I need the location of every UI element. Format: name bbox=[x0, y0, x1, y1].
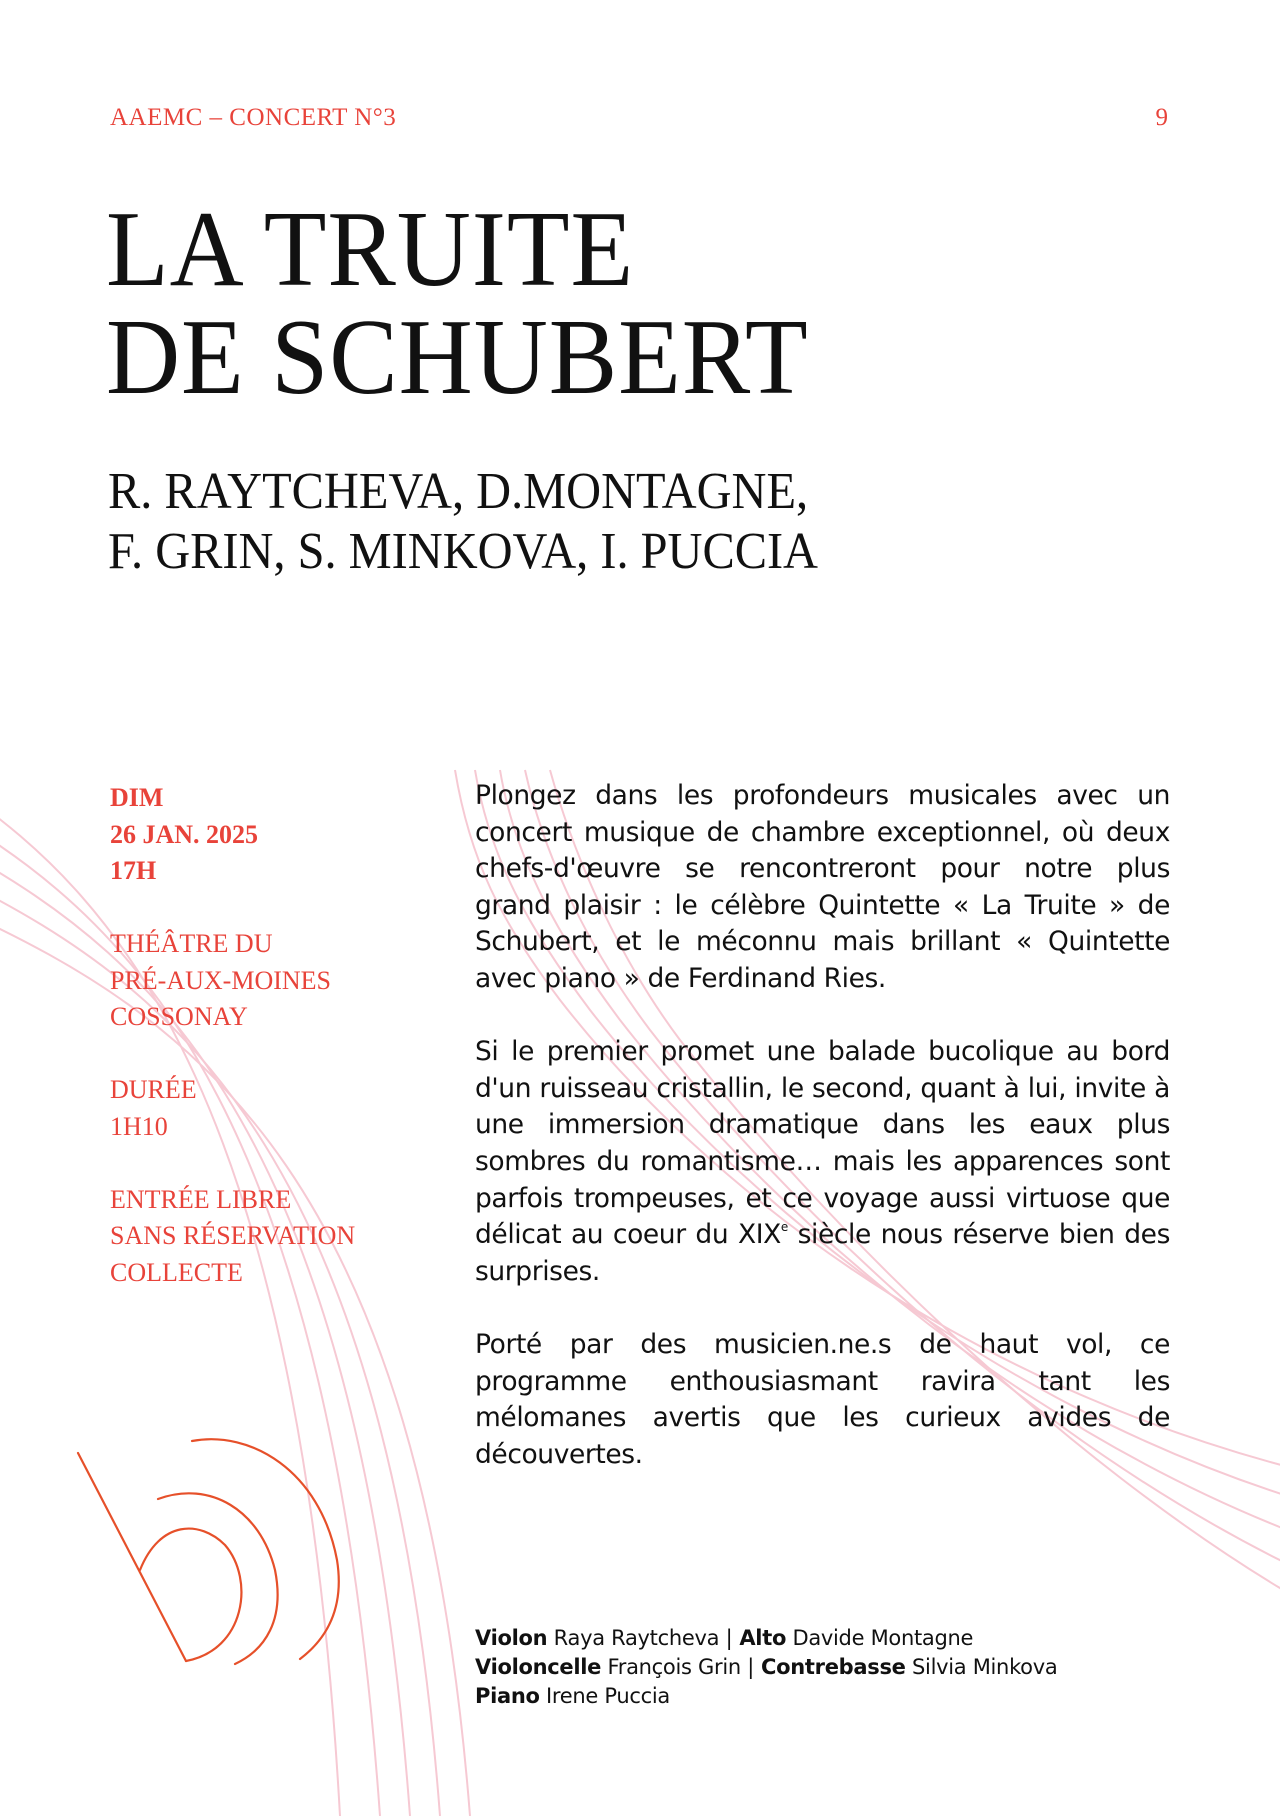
sound-wave-b-logo-icon bbox=[78, 1439, 339, 1664]
duration-label: DURÉE bbox=[110, 1075, 197, 1104]
credits-separator: | bbox=[725, 1626, 733, 1650]
concert-series-label: AAEMC – CONCERT N°3 bbox=[110, 104, 397, 131]
page-title bbox=[106, 190, 809, 417]
event-date bbox=[110, 780, 410, 890]
venue-line: COSSONAY bbox=[110, 1002, 248, 1031]
description-paragraph: Plongez dans les profondeurs musicales avec un concert musique de chambre exceptionnel, où deux chefs-d'œuvre se rencontreront pour notre plus grand plaisir : le célèbre Quintette « La Truite » de Schubert, et le méconnu mais brillant « Quintette avec piano » de Ferdinand Ries. bbox=[475, 780, 1170, 994]
instrument-role: Violoncelle bbox=[475, 1655, 602, 1679]
concert-description bbox=[475, 778, 1170, 1510]
admission-line: ENTRÉE LIBRE bbox=[110, 1184, 292, 1214]
musician-credits bbox=[475, 1624, 1057, 1711]
paragraph-text: siècle nous réserve bien des surprises. bbox=[475, 1219, 1170, 1287]
musician-name: Irene Puccia bbox=[539, 1684, 671, 1708]
paragraph-text: Si le premier promet une balade bucolique au bord d'un ruisseau cristallin, le second, quant à lui, invite à une immersion dramatique dans les eaux plus sombres du romantisme… mais les apparences sont parfois trompeuses, et ce voyage aussi virtuose que délicat au coeur du XIX bbox=[475, 1036, 1170, 1251]
performers-line: R. RAYTCHEVA, D.MONTAGNE, bbox=[108, 463, 809, 520]
admission-line: COLLECTE bbox=[110, 1257, 243, 1287]
musician-name: Raya Raytcheva bbox=[547, 1626, 726, 1650]
event-time: 17H bbox=[110, 856, 157, 885]
title-line: LA TRUITE bbox=[106, 190, 635, 309]
duration-value: 1H10 bbox=[110, 1111, 168, 1141]
credits-line bbox=[475, 1682, 1057, 1711]
instrument-role: Contrebasse bbox=[754, 1655, 906, 1679]
credits-line bbox=[475, 1653, 1057, 1682]
event-day: DIM bbox=[110, 783, 164, 812]
musician-name: François Grin bbox=[601, 1655, 748, 1679]
instrument-role: Piano bbox=[475, 1684, 540, 1708]
event-venue bbox=[110, 926, 410, 1036]
title-line: DE SCHUBERT bbox=[106, 298, 809, 417]
venue-line: THÉÂTRE DU bbox=[110, 929, 273, 958]
musician-name: Silvia Minkova bbox=[905, 1655, 1058, 1679]
credits-separator: | bbox=[747, 1655, 755, 1679]
century-superscript: e bbox=[780, 1220, 788, 1235]
musician-name: Davide Montagne bbox=[786, 1626, 974, 1650]
description-paragraph bbox=[475, 1034, 1170, 1290]
event-admission bbox=[110, 1182, 410, 1292]
instrument-role: Alto bbox=[732, 1626, 787, 1650]
event-info bbox=[110, 780, 410, 1328]
performers-heading bbox=[108, 462, 818, 582]
page-number: 9 bbox=[1155, 104, 1168, 131]
venue-line: PRÉ-AUX-MOINES bbox=[110, 965, 331, 995]
performers-line: F. GRIN, S. MINKOVA, I. PUCCIA bbox=[108, 523, 818, 580]
event-duration bbox=[110, 1072, 410, 1145]
event-date-value: 26 JAN. 2025 bbox=[110, 819, 259, 849]
credits-line bbox=[475, 1624, 1057, 1653]
description-paragraph: Porté par des musicien.ne.s de haut vol, ce programme enthousiasmant ravira tant les mélomanes avertis que les curieux avides de découvertes. bbox=[475, 1328, 1170, 1470]
instrument-role: Violon bbox=[475, 1626, 548, 1650]
admission-line: SANS RÉSERVATION bbox=[110, 1221, 356, 1250]
